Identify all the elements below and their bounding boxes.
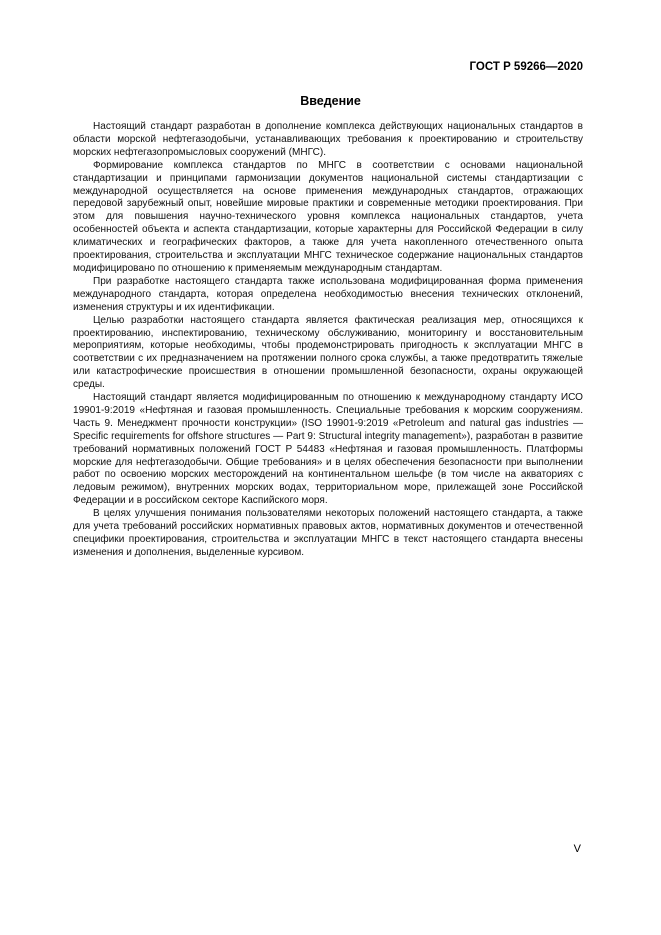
paragraph-1: Настоящий стандарт разработан в дополнение комплекса действующих национальных стандартов в области морской нефтегазодобычи, устанавливающих требования к проектированию и строительству морских нефтегазопромысловых сооружений (МНГС). [73, 121, 583, 158]
paragraph-6: В целях улучшения понимания пользователями некоторых положений настоящего стандарта, а также для учета требований российских нормативных правовых актов, нормативных документов и отечественной специфики проектирования, строительства и эксплуатации МНГС в текст настоящего стандарта внесены изменения и дополнения, выделенные курсивом. [73, 508, 583, 558]
paragraph-2: Формирование комплекса стандартов по МНГС в соответствии с основами национальной стандартизации и принципами гармонизации документов национальной системы стандартизации с международной осуществляется на основе применения международных стандартов, отражающих передовой зарубежный опыт, новейшие мировые практики и современные методики проектирования. При этом для повышения научно-технического уровня комплекса национальных стандартов, учета особенностей объекта и аспекта стандартизации, которые характерны для Российской Федерации в силу климатических и географических факторов, а также для учета накопленного отечественного опыта проектирования, строительства и эксплуатации МНГС техническое содержание национальных стандартов модифицировано по отношению к применяемым международным стандартам. [73, 159, 583, 274]
page-number: V [573, 843, 581, 855]
body-text [73, 121, 583, 560]
paragraph-4: Целью разработки настоящего стандарта является фактическая реализация мер, относящихся к проектированию, инспектированию, техническому обслуживанию, мониторингу и восстановительным мероприятиям, которые необходимы, чтобы продемонстрировать пригодность к эксплуатации МНГС в соответствии с их предназначением на протяжении полного срока службы, а также предотвратить тяжелые или катастрофические происшествия в отношении промышленной безопасности, охраны окружающей среды. [73, 314, 583, 391]
section-title: Введение [300, 94, 361, 108]
paragraph-3: При разработке настоящего стандарта также использована модифицированная форма применения международного стандарта, которая определена необходимостью внесения технических отклонений, изменения структуры и их идентификации. [73, 275, 583, 313]
document-id-header: ГОСТ Р 59266—2020 [469, 61, 583, 73]
paragraph-5: Настоящий стандарт является модифицированным по отношению к международному стандарту ИСО 19901-9:2019 «Нефтяная и газовая промышленность. Специальные требования к морским сооружениям. Часть 9. Менеджмент прочности конструкции» (ISO 19901-9:2019 «Petroleum and natural gas industries — Specific requirements for offshore structures — Part 9: Structural integrity management»), разработан в развитие требований нормативных положений ГОСТ Р 54483 «Нефтяная и газовая промышленность. Платформы морские для нефтегазодобычи. Общие требования» и в целях обеспечения безопасности при выполнении работ по освоению морских месторождений на континентальном шельфе (в том числе на акваториях с ледовым режимом), внутренних морских водах, территориальном море, прилежащей зоне Российской Федерации и в российском секторе Каспийского моря. [73, 392, 583, 507]
